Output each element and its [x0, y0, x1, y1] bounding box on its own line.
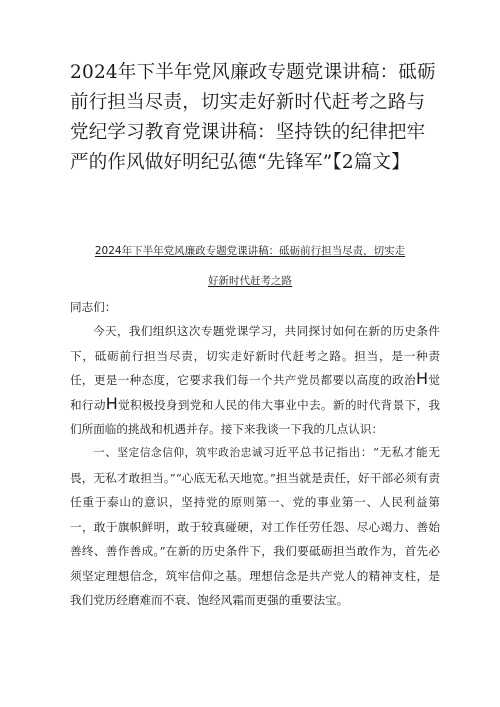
- section-heading: 坚定信念信仰，筑牢政治忠诚: [117, 447, 264, 459]
- paragraph-intro: [70, 319, 440, 442]
- section-title-text: 好新时代赶考之路: [208, 275, 292, 287]
- paragraph-text: 觉积极投身到党和人民的伟大事业中去。新的时代背景下，我们所面临的挑战和机遇并存。接下来我谈一下我的几点认识：: [70, 397, 440, 436]
- section-number: 一、: [93, 445, 118, 459]
- section-title-line2: [0, 274, 500, 288]
- paragraph-text: 今天，我们组织这次专题党课学习，共同探讨如何在新的历史条件下，砥砺前行担当尽责，切实走好新时代赶考之路。担当，是一种责任，更是一种态度，它要求我们每一个共产党员都要以高度的政治: [70, 324, 440, 387]
- large-letter: H: [105, 393, 118, 413]
- paragraph-text: 觉和行动: [70, 373, 440, 412]
- section-title-line1: [0, 244, 500, 258]
- large-letter: H: [416, 369, 429, 388]
- paragraph-section-one: [70, 440, 440, 613]
- greeting: 同志们：: [70, 300, 117, 314]
- paragraph-text: 习近平总书记指出：“无私才能无畏，无私才敢担当。”“心底无私天地宽。”担当就是责任，好干部必须有责任重于泰山的意识，坚持党的原则第一、党的事业第一、人民利益第一，敢于旗帜鲜明，敢于较真碰硬，对工作任劳任怨、尽心竭力、善始善终、善作善成。”在新的历史条件下，我们要砥砺担当敢作为，首先必须坚定理想信念，筑牢信仰之基。理想信念是共产党人的精神支柱，是我们党历经磨难而不衰、饱经风霜而更强的重要法宝。: [70, 445, 440, 607]
- document-title: 2024年下半年党风廉政专题党课讲稿：砥砺前行担当尽责，切实走好新时代赶考之路与党纪学习教育党课讲稿：坚持铁的纪律把牢严的作风做好明纪弘德“先锋军”【2篇文】: [70, 62, 436, 173]
- section-title-text: 2024年下半年党风廉政专题党课讲稿：砥砺前行担当尽责，切实走: [94, 245, 406, 257]
